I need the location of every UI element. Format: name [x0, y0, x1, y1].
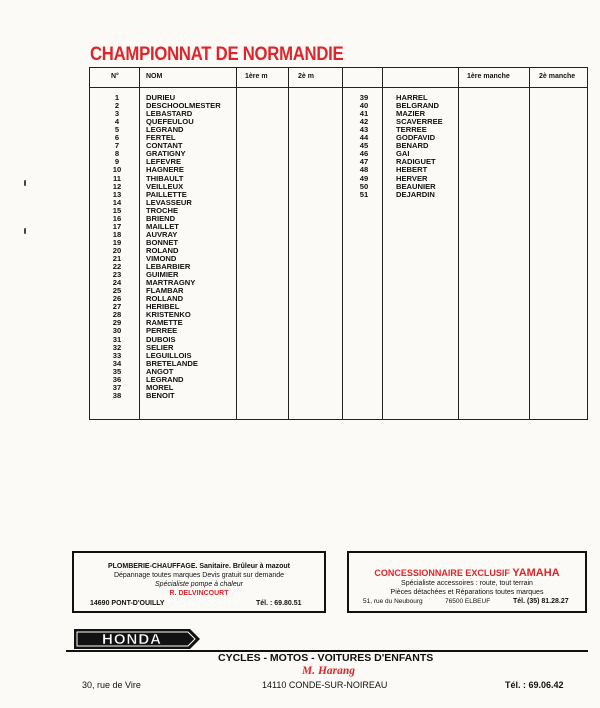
rider-number: 1: [114, 93, 120, 102]
rider-number: 6: [114, 133, 120, 143]
rider-name: RAMETTE: [146, 318, 183, 328]
rider-number: 22: [112, 262, 122, 272]
rider-number: 49: [359, 173, 369, 183]
rider-name: HEBERT: [396, 165, 428, 175]
rider-name: FERTEL: [146, 133, 176, 143]
header-nom: NOM: [146, 73, 163, 80]
rider-number: 27: [112, 302, 122, 312]
rider-name: KRISTENKO: [146, 310, 191, 320]
rider-number: 15: [112, 205, 122, 215]
rider-number: 34: [112, 358, 122, 368]
rider-name: ROLAND: [146, 245, 179, 255]
rider-number: 48: [359, 165, 369, 175]
rider-number: 10: [112, 165, 122, 175]
rider-name: HERIBEL: [146, 302, 180, 312]
rider-name: SELIER: [146, 342, 174, 352]
results-table: [89, 67, 588, 420]
honda-logo-text: HONDA: [102, 631, 162, 648]
rider-number: 29: [112, 318, 122, 328]
ad-plumber-line2: Dépannage toutes marques Devis gratuit sur demande: [113, 572, 285, 579]
rider-name: ANGOT: [146, 366, 174, 376]
rider-name: THIBAULT: [146, 173, 184, 183]
rider-number: 12: [112, 181, 122, 191]
rider-name: DUBOIS: [146, 334, 176, 344]
ad-yamaha-line3: Pièces détachées et Réparations toutes marques: [390, 589, 544, 596]
rider-name: TROCHE: [146, 205, 179, 215]
honda-logo: [72, 627, 202, 651]
col-divider: [458, 68, 459, 419]
rider-name: LEGRAND: [146, 125, 184, 135]
rider-name: BENARD: [396, 141, 429, 151]
header-divider: [90, 87, 587, 88]
rider-name: QUEFEULOU: [146, 117, 194, 127]
rider-name: ROLLAND: [146, 294, 184, 304]
rider-name: SCAVERREE: [396, 117, 443, 127]
rider-number: 50: [359, 181, 369, 191]
ad-honda-tel: Tél. : 69.06.42: [505, 680, 564, 690]
rider-name: BRETELANDE: [146, 358, 198, 368]
rider-number: 39: [359, 93, 369, 102]
rider-name: GODFAVID: [396, 133, 436, 143]
rider-number: 7: [114, 141, 120, 151]
rider-name: HAGNERE: [146, 165, 184, 175]
rider-number: 16: [112, 213, 122, 223]
rider-number: 8: [114, 149, 120, 159]
rider-number: 40: [359, 101, 369, 111]
rider-number: 13: [112, 189, 122, 199]
rider-name: BENOIT: [146, 390, 175, 400]
rider-name: CONTANT: [146, 141, 183, 151]
ad-yamaha-line1: CONCESSIONNAIRE EXCLUSIF: [374, 568, 510, 578]
rider-number: 32: [112, 342, 122, 352]
rider-number: 4: [114, 117, 120, 127]
rider-name: BEAUNIER: [396, 181, 436, 191]
rider-name: HERVER: [396, 173, 428, 183]
rider-name: GUIMIER: [146, 270, 179, 280]
col-divider: [236, 68, 237, 419]
rider-number: 46: [359, 149, 369, 159]
rider-name: MOREL: [146, 382, 174, 392]
rider-name: LEFEVRE: [146, 157, 182, 167]
rider-name: BELGRAND: [396, 101, 440, 111]
rider-name: LEBARBIER: [146, 262, 191, 272]
rider-number: 36: [112, 374, 122, 384]
rider-number: 9: [114, 157, 120, 167]
rider-number: 51: [359, 189, 369, 199]
rider-number: 26: [112, 294, 122, 304]
rider-number: 33: [112, 350, 122, 360]
rider-number: 44: [359, 133, 369, 143]
ad-yamaha-headline: [349, 567, 585, 579]
ad-plumber-city: 14690 PONT-D'OUILLY: [90, 600, 165, 607]
rider-name: LEVASSEUR: [146, 197, 192, 207]
ad-plumber-tel: Tél. : 69.80.51: [256, 600, 302, 607]
rider-name: BONNET: [146, 237, 179, 247]
rider-number: 35: [112, 366, 122, 376]
rider-name: MARTRAGNY: [146, 278, 196, 288]
header-manche2: 2è manche: [539, 73, 576, 80]
rider-name: DESCHOOLMESTER: [146, 101, 221, 111]
col-divider: [529, 68, 530, 419]
rider-name: FLAMBAR: [146, 286, 184, 296]
ad-honda-tagline: CYCLES - MOTOS - VOITURES D'ENFANTS: [218, 652, 434, 664]
rider-name: LEGRAND: [146, 374, 184, 384]
rider-number: 18: [112, 229, 122, 239]
ad-yamaha-address: 51, rue du Neubourg: [363, 598, 423, 605]
rider-name: VEILLEUX: [146, 181, 184, 191]
header-num: N°: [111, 73, 119, 80]
rider-number: 28: [112, 310, 122, 320]
ad-plumber-owner: R. DELVINCOURT: [169, 590, 229, 597]
ad-yamaha: [347, 551, 587, 613]
rider-name: GRATIGNY: [146, 149, 186, 159]
rider-number: 24: [112, 278, 122, 288]
ad-yamaha-city: 76500 ELBEUF: [445, 598, 491, 605]
rider-name: PERREE: [146, 326, 178, 336]
rider-number: 41: [359, 109, 369, 119]
page-title: CHAMPIONNAT DE NORMANDIE: [90, 44, 344, 65]
col-divider: [382, 68, 383, 419]
col-divider: [288, 68, 289, 419]
rider-name: PAILLETTE: [146, 189, 187, 199]
ad-plumber-line1: PLOMBERIE-CHAUFFAGE. Sanitaire. Brûleur à mazout: [107, 563, 291, 570]
ad-plumber-line3: Spécialiste pompe à chaleur: [155, 581, 243, 588]
rider-number: 31: [112, 334, 122, 344]
rider-number: 42: [359, 117, 369, 127]
rider-number: 21: [112, 254, 122, 263]
ad-honda-city: 14110 CONDE-SUR-NOIREAU: [262, 680, 388, 690]
rider-number: 11: [112, 173, 122, 183]
binding-mark: [24, 180, 26, 186]
rider-number: 3: [114, 109, 120, 119]
ad-yamaha-tel: Tél. (35) 81.28.27: [513, 598, 569, 605]
rider-name: GAI: [396, 149, 410, 159]
rider-name: LEBASTARD: [146, 109, 193, 119]
rider-name: MAILLET: [146, 221, 179, 231]
ad-yamaha-brand: YAMAHA: [512, 567, 560, 579]
rider-name: RADIGUET: [396, 157, 436, 167]
rider-number: 17: [112, 221, 122, 231]
rider-name: BRIEND: [146, 213, 176, 223]
col-divider: [139, 68, 140, 419]
rider-number: 37: [112, 382, 122, 392]
rider-number: 30: [112, 326, 122, 336]
rider-name: AUVRAY: [146, 229, 178, 239]
rider-name: MAZIER: [396, 109, 426, 119]
binding-mark: [24, 228, 26, 234]
rider-name: LEGUILLOIS: [146, 350, 192, 360]
rider-name: DURIEU: [146, 93, 176, 102]
rider-number: 43: [359, 125, 369, 135]
rider-name: HARREL: [396, 93, 428, 102]
rider-name: TERREE: [396, 125, 427, 135]
rider-number: 45: [359, 141, 369, 151]
header-m2: 2è m: [298, 73, 314, 80]
ad-yamaha-line2: Spécialiste accessoires : route, tout terrain: [401, 580, 533, 587]
rider-number: 23: [112, 270, 122, 280]
rider-number: 47: [359, 157, 369, 167]
rider-number: 19: [112, 237, 122, 247]
rider-name: VIMOND: [146, 254, 177, 263]
rider-number: 20: [112, 245, 122, 255]
rider-number: 2: [114, 101, 120, 111]
rider-number: 38: [112, 390, 122, 400]
rider-number: 14: [112, 197, 122, 207]
ad-honda-owner: M. Harang: [302, 665, 356, 677]
rider-name: DEJARDIN: [396, 189, 435, 199]
col-divider: [342, 68, 343, 419]
rider-number: 25: [112, 286, 122, 296]
ad-plumber: [72, 551, 326, 613]
header-m1: 1ère m: [245, 73, 268, 80]
rider-number: 5: [114, 125, 120, 135]
ad-honda-address: 30, rue de Vire: [82, 680, 141, 690]
header-manche1: 1ère manche: [467, 73, 510, 80]
